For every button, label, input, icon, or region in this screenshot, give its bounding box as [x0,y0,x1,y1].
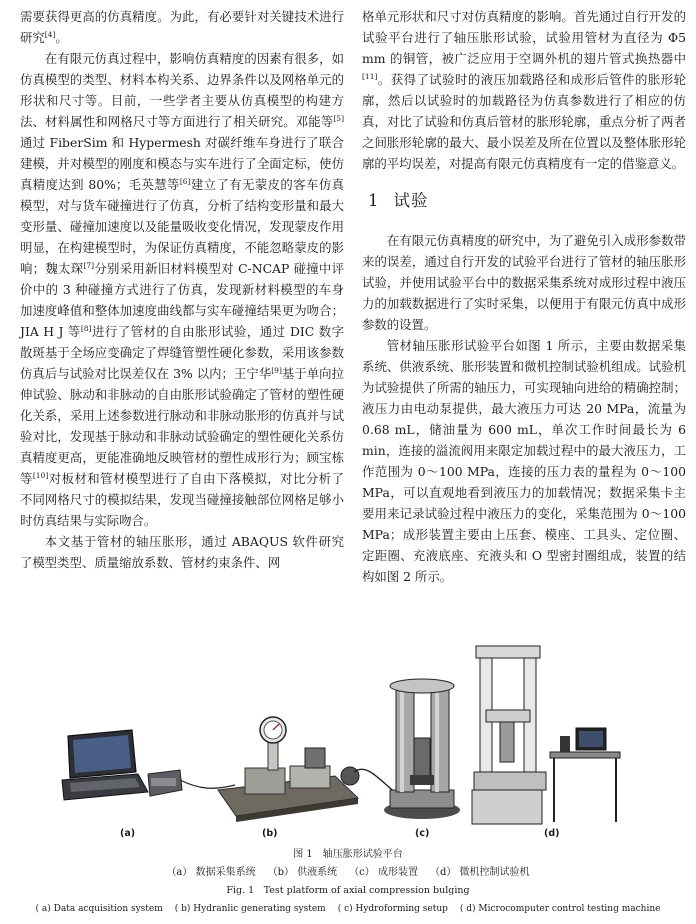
paragraph-text: 在有限元仿真过程中，影响仿真精度的因素有很多，如仿真模型的类型、材料本构关系、边界条件以及网格单元的形状和尺寸等。目前，一些学者主要从仿真模型的构建方法、材料属性和网格尺寸等方面进行了相关研究。邓能等 [20,51,344,129]
panel-label-a: (a) [120,828,136,839]
figure-caption-cn: 图 1 轴压胀形试验平台 [293,849,403,860]
paragraph-continued [362,6,686,174]
hydraulic-system-photo [218,717,359,822]
right-column [362,6,686,587]
figure-1 [40,640,660,840]
subcaption-en-b: ( b) Hydranlic generating system [174,904,326,914]
citation-ref: [7] [83,260,95,270]
panel-label-d: (d) [544,828,560,839]
figure-photo-composite [40,640,660,840]
hydroforming-setup-photo [384,679,460,819]
laptop-photo [62,730,148,800]
figure-subcaptions-en [0,902,696,916]
panel-label-b: (b) [262,828,278,839]
subcaption-en-c: ( c) Hydroforming setup [337,904,448,914]
citation-ref: [6] [179,176,191,186]
subcaption-cn-c: （c） 成形装置 [349,867,418,878]
citation-ref: [11] [362,71,378,81]
left-column [20,6,344,573]
paragraph-text: 格单元形状和尺寸对仿真精度的影响。首先通过自行开发的试验平台进行了轴压胀形试验，试验用管材为直径为 Φ5 mm 的铜管，被广泛应用于空调外机的翅片管式换热器中 [362,9,686,66]
section-title: 试验 [393,191,429,210]
paragraph-text: 对板材和管材模型进行了自由下落模拟，对比分析了不同网格尺寸的模拟结果，发现当碰撞接触部位网格足够小时仿真结果与实际吻合。 [20,471,345,528]
subcaption-cn-a: （a） 数据采集系统 [166,867,256,878]
subcaption-cn-d: （d） 微机控制试验机 [429,867,530,878]
paragraph-text: 基于单向拉伸试验、脉动和非脉动的自由胀形试验确定了管材的塑性硬化关系，采用上述参数进行脉动和非脉动胀形的仿真并与试验对比，发现基于脉动和非脉动试验确定的塑性硬化关系仿真精度更高，更能准确地反映管材的塑性成形行为；顾宝栋等 [20,366,344,486]
testing-machine-photo [472,646,620,824]
paragraph-this-study: 本文基于管材的轴压胀形，通过 ABAQUS 软件研究了模型类型、质量缩放系数、管材约束条件、网 [20,534,344,570]
subcaption-cn-b: （b） 供液系统 [267,867,338,878]
section-heading [368,188,686,214]
paragraph-text: 建立了有无蒙皮的客车仿真模型，对与货车碰撞进行了仿真，分析了结构变形量和最大变形量、碰撞加速度以及能量吸收变化情况，发现蒙皮作用明显，在构建模型时，为保证仿真精度，不能忽略蒙皮的影响；魏太琛 [20,177,345,276]
paragraph-text: 通过 FiberSim 和 Hypermesh 对碳纤维车身进行了联合建模，并对模型的刚度和模态与实车进行了全面定标，使仿真精度达到 80%；毛英慧等 [20,135,344,192]
paragraph-test-intro: 在有限元仿真精度的研究中，为了避免引入成形参数带来的误差，通过自行开发的试验平台进行了管材的轴压胀形试验，并使用试验平台中的数据采集系统对成形过程中液压力的加载数据进行了实时采集，以便用于有限元仿真中成形参数的设置。 [362,233,686,332]
paragraph-text: 进行了管材的自由胀形试验，通过 DIC 数字散斑基于全场应变确定了焊缝管塑性硬化参数，采用该参数仿真后与试验对比误差仅在 3% 以内；王宁华 [20,324,345,381]
figure-caption-en: Fig. 1 Test platform of axial compression bulging [226,885,470,896]
panel-label-c: (c) [415,828,430,839]
paragraph-text: 分别采用新旧材料模型对 C-NCAP 碰撞中评价中的 3 种碰撞方式进行了仿真，发现新材料模型的车身加速度峰值和整体加速度曲线都与实车碰撞结果更为吻合；JIA H J 等 [20,261,345,339]
paragraph-text: 。 [55,30,68,45]
citation-ref: [10] [32,470,49,480]
paragraph-text: 。获得了试验时的液压加载路径和成形后管件的胀形轮廓，然后以试验时的加载路径为仿真参数进行了相应的仿真，对比了试验和仿真后管材的胀形轮廓，重点分析了两者之间胀形轮廓的最大、最小误差及所在位置以及整体胀形轮廓的平均误差，对提高有限元仿真精度有一定的借鉴意义。 [362,72,686,171]
daq-box-photo [148,770,182,796]
citation-ref: [9] [271,365,282,375]
citation-ref: [4] [44,29,56,39]
paragraph-continued [20,6,344,48]
subcaption-en-a: ( a) Data acquisition system [35,904,163,914]
citation-ref: [8] [80,323,92,333]
figure-subcaptions-cn [0,866,696,880]
paragraph-text: 需要获得更高的仿真精度。为此，有必要针对关键技术进行研究 [20,9,344,45]
citation-ref: [5] [333,113,344,123]
subcaption-en-d: ( d) Microcomputer control testing machine [459,904,661,914]
section-number: 1 [368,191,380,210]
paragraph-literature-review [20,48,344,531]
paragraph-test-platform: 管材轴压胀形试验平台如图 1 所示，主要由数据采集系统、供液系统、胀形装置和微机控制试验机组成。试验机为试验提供了所需的轴压力，可实现轴向进给的精确控制；液压力由电动泵提供，最大液压力可达 20 MPa，流量为 0.68 mL，储油量为 600 mL，单次工作时间最长为 6 min，连接的溢流阀用来限定加载过程中的最大液压力，工作范围为 0～100 MPa，连接的压力表的量程为 0～100 MPa，可以直观地看到液压力的加载情况；数据采集卡主要用来记录试验过程中液压力的变化，采集范围为 0～100 MPa；成形装置主要由上压套、模座、工具头、定位圈、定距圈、充液底座、充液头和 O 型密封圈组成，装置的结构如图 2 所示。 [362,338,686,584]
